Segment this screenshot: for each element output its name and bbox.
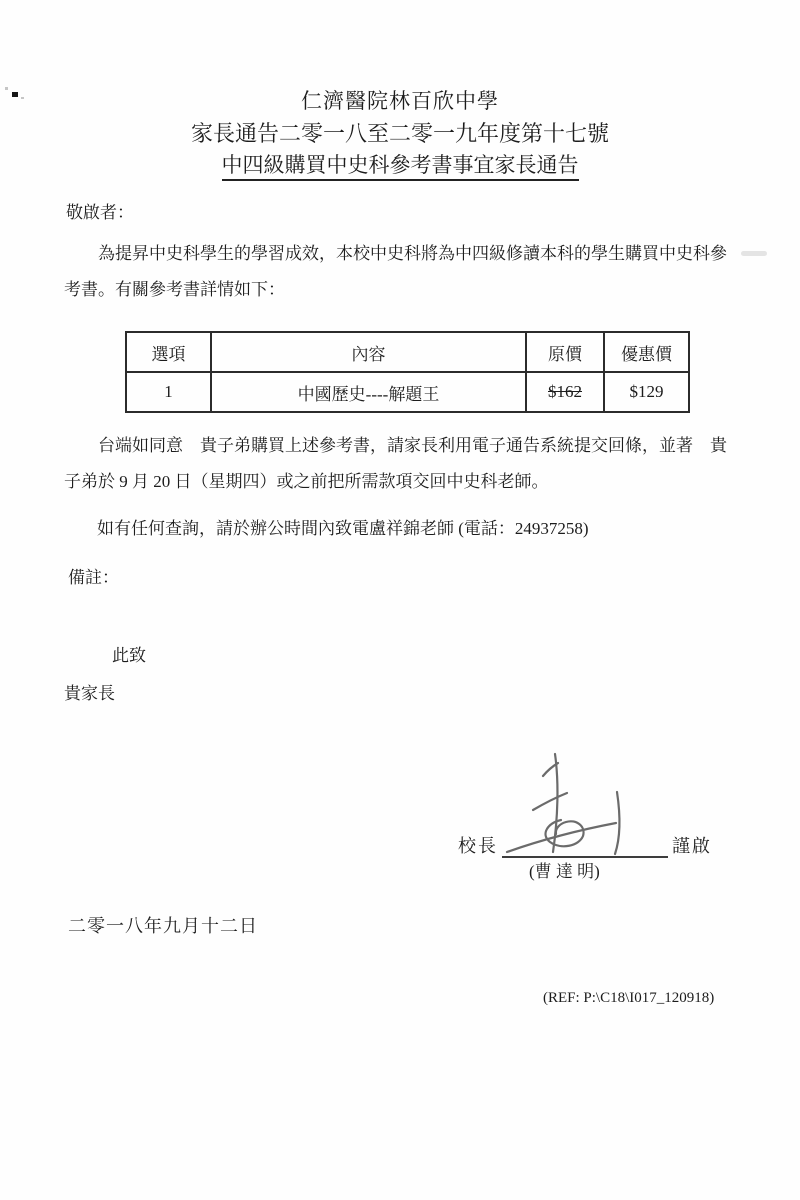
header-discount-price: 優惠價 (604, 332, 689, 372)
header-original-price: 原價 (526, 332, 604, 372)
closing-cc: 此致 (112, 646, 146, 665)
signature-line (502, 856, 668, 858)
cell-content: 中國歷史----解題王 (211, 372, 526, 412)
salutation: 敬啟者： (66, 203, 134, 222)
notice-number: 家長通告二零一八至二零一九年度第十七號 (190, 121, 609, 146)
school-name: 仁濟醫院林百欣中學 (301, 89, 499, 113)
scan-smudge (741, 251, 767, 256)
original-price-struck: $162 (548, 382, 582, 401)
cell-original-price (526, 372, 604, 412)
closing-recipient: 貴家長 (64, 684, 115, 703)
table-header-row (126, 332, 689, 372)
document-ref: (REF: P:\C18\I017_120918) (543, 990, 715, 1006)
paragraph1-line1: 為提昇中史科學生的學習成效，本校中史科將為中四級修讀本科的學生購買中史科參 (98, 244, 727, 263)
header-option: 選項 (126, 332, 211, 372)
principal-label: 校長 (458, 836, 498, 856)
enquiry-paragraph: 如有任何查詢，請於辦公時間內致電盧祥錦老師 (電話：24937258) (97, 519, 589, 538)
issue-date: 二零一八年九月十二日 (68, 916, 258, 936)
paragraph2-line2: 子弟於 9 月 20 日（星期四）或之前把所需款項交回中史科老師。 (64, 472, 549, 491)
remarks-label: 備註： (68, 568, 119, 587)
paragraph2-line1: 台端如同意 貴子弟購買上述參考書，請家長利用電子通告系統提交回條，並著 貴 (98, 436, 727, 455)
principal-signature-handwriting (503, 748, 631, 862)
notice-subject-text: 中四級購買中史科參考書事宜家長通告 (222, 153, 579, 181)
header-content: 內容 (211, 332, 526, 372)
cell-option: 1 (126, 372, 211, 412)
principal-name: (曹 達 明) (529, 862, 600, 881)
cell-discount-price: $129 (604, 372, 689, 412)
paragraph1-line2: 考書。有關參考書詳情如下： (64, 280, 285, 299)
table-row (126, 372, 689, 412)
respectfully-label: 謹啟 (672, 836, 712, 856)
reference-book-table (125, 331, 690, 413)
notice-subject (0, 152, 800, 178)
